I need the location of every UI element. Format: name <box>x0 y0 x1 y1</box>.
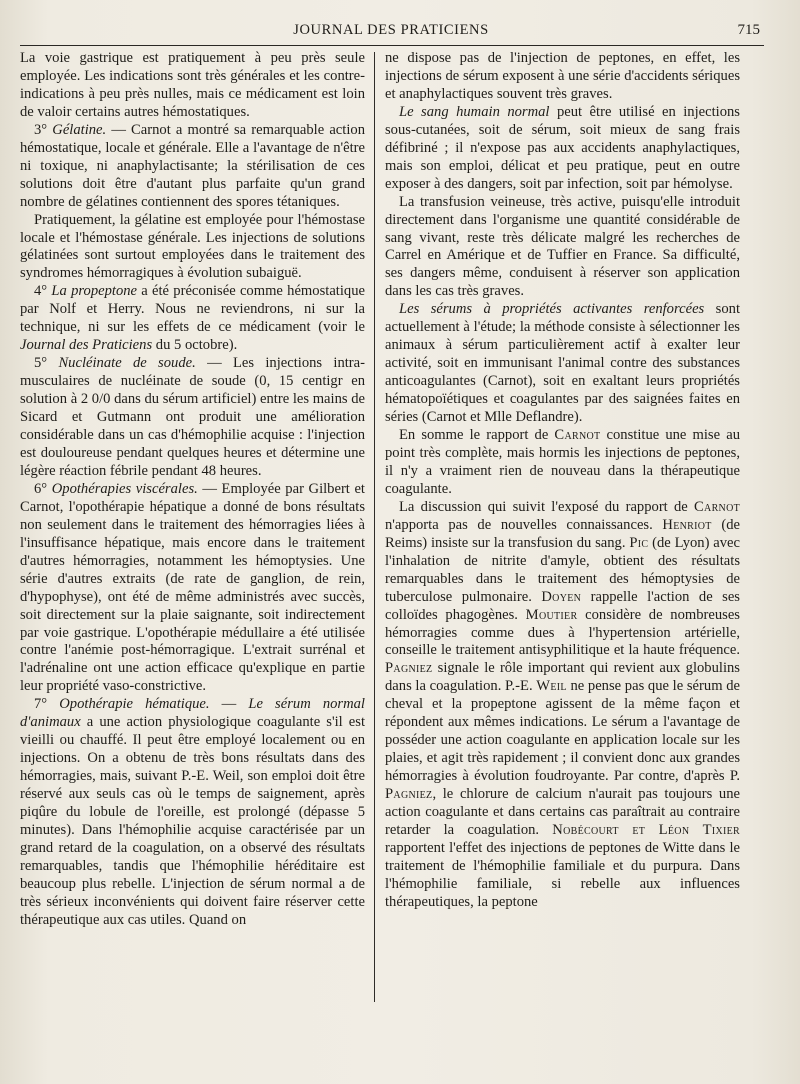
section-label-propeptone: La propeptone <box>51 283 138 300</box>
page-number: 715 <box>737 22 760 38</box>
paragraph-opotherapie-hematique: 7° Opothérapie hématique. — Le sérum normal d'animaux a une action physiologique coagulante s'il est vieilli ou chauffé. Il peut être employé localement ou en injections. On a obtenu de très bons résultats dans des hémorragies, mais, suivant P.-E. Weil, son emploi doit être réservé aux seuls cas où le temps de saignement, après piqûre du lobule de l'oreille, est prolongé (dépasse 5 minutes). Dans l'hémophilie acquise caractérisée par un grand retard de la coagulation, on a observé des résultats remarquables, tandis que l'hémophilie héréditaire est beaucoup plus rebelle. L'injection de sérum normal a de très sérieux inconvénients qui doivent faire réserver cette thérapeutique aux cas utiles. Quand on <box>20 696 365 928</box>
author-name: Weil <box>536 678 567 695</box>
author-name: Carnot <box>554 427 601 444</box>
paragraph-continuation: ne dispose pas de l'injection de peptones, en effet, les injections de sérum exposent à une série d'accidents sériques et anaphylactiques souvent très graves. <box>385 50 740 102</box>
paragraph-nucleinate: 5° Nucléinate de soude. — Les injections intra-musculaires de nucléinate de soude (0, 15 centigr en solution à 2 0/0 dans du sérum artificiel) entre les mains de Sicard et Gutmann ont produit une amélioration considérable dans un cas d'hémophilie acquise : l'injection est douloureuse pendant quelques heures et détermine une légère réaction fébrile pendant 48 heures. <box>20 355 365 479</box>
right-column <box>385 50 740 912</box>
author-name: Henriot <box>662 516 712 533</box>
paragraph-opotherapies-viscerales: 6° Opothérapies viscérales. — Employée par Gilbert et Carnot, l'opothérapie hépatique a donné de bons résultats non seulement dans le traitement des hémorragies liées à l'insuffisance hépatique, mais encore dans le traitement d'autres hémorragies, notamment les hémoptysies. Une série d'autres extraits (de rate de ganglion, de rein, d'hypophyse), ont été de même administrés avec succès, soit directement sur la plaie saignante, soit indirectement par voie gastrique. L'opothérapie médullaire a été utilisée contre l'anémie post-hémorragique. L'extrait surrénal et l'adrénaline ont une action efficace qu'explique en partie leur propriété vaso-constrictive. <box>20 480 365 695</box>
journal-title: JOURNAL DES PRATICIENS <box>293 22 489 38</box>
left-column <box>20 50 365 930</box>
term-serum-normal: Le sérum normal d'animaux <box>20 696 365 731</box>
paragraph-gelatine: 3° Gélatine. — Carnot a montré sa remarquable action hémostatique, locale et générale. Elle a l'avantage de n'être ni toxique, ni anaphylactisante; la stérilisation de ces solutions doit être d'autant plus parfaite qu'un grand nombre de gélatines contiennent des spores tétaniques. <box>20 121 365 210</box>
paragraph-voie-gastrique: La voie gastrique est pratiquement à peu près seule employée. Les indications sont très générales et les contre-indications à peu près nulles, mais ce médicament est loin de valoir certains autres hémostatiques. <box>20 50 365 120</box>
paragraph-propeptone: 4° La propeptone a été préconisée comme hémostatique par Nolf et Herry. Nous ne reviendrons, ni sur la technique, ni sur les effets de ce médicament (voir le Journal des Praticiens du 5 octobre). <box>20 283 365 354</box>
running-header <box>22 18 760 44</box>
paragraph-sang-humain: Le sang humain normal peut être utilisé en injections sous-cutanées, soit de sérum, soit mieux de sang frais défibriné ; il n'expose pas aux accidents anaphylactiques, mais son emploi, délicat et peu pratique, peut en outre exposer à des dangers, soit par infection, soit par hémolyse. <box>385 103 740 192</box>
column-divider <box>374 52 375 1002</box>
term-serums-activantes: Les sérums à propriétés activantes renforcées <box>399 301 705 318</box>
journal-reference: Journal des Praticiens <box>20 337 153 354</box>
author-name: Carnot <box>694 498 740 515</box>
author-name: Pagniez <box>385 786 433 803</box>
paragraph-serums-activantes: Les sérums à propriétés activantes renforcées sont actuellement à l'étude; la méthode consiste à sélectionner les animaux à sérum particulièrement actif à exalter leur activité, soit en immunisant l'animal contre des substances anticoagulantes (Carnot), soit en exaltant leurs propriétés hématopoïétiques et coagulantes par des saignées faites en séries (Carnot et Mlle Deflandre). <box>385 301 740 426</box>
author-name: Pagniez <box>385 660 433 677</box>
section-label-hematique: Opothérapie hématique. <box>59 696 210 713</box>
paragraph-discussion: La discussion qui suivit l'exposé du rapport de Carnot n'apporta pas de nouvelles connaissances. Henriot (de Reims) insiste sur la transfusion du sang. Pic (de Lyon) avec l'inhalation de nitrite d'amyle, obtient des résultats remarquables dans le traitement des hémoptysies de tuberculose pulmonaire. Doyen rappelle l'action de ses colloïdes phagogènes. Moutier considère de nombreuses hémorragies comme dues à l'hypertension artérielle, conseille le traitement antisyphilitique et la haute fréquence. Pagniez signale le rôle important qui revient aux globulins dans la coagulation. P.-E. Weil ne pense pas que le sérum de cheval et la propeptone agissent de la même façon et répondent aux mêmes indications. Le sérum a l'avantage de posséder une action coagulante en application locale sur les plaies, et agit très rapidement ; il convient donc aux grandes hémorragies à évolution foudroyante. Par contre, d'après P. Pagniez, le chlorure de calcium n'aurait pas toujours une action coagulante et dans certains cas paraîtrait au contraire retarder la coagulation. Nobécourt et Léon Tixier rapportent l'effet des injections de peptones de Witte dans le traitement de l'hémophilie familiale et du purpura. Dans l'hémophilie familiale, si rebelle aux influences thérapeutiques, la peptone <box>385 498 740 910</box>
section-label-opotherapies: Opothérapies viscérales. <box>51 480 198 497</box>
term-sang-humain: Le sang humain normal <box>399 103 550 120</box>
author-name: Doyen <box>541 588 582 605</box>
paragraph-transfusion: La transfusion veineuse, très active, puisqu'elle introduit directement dans l'organisme une quantité considérable de sang vivant, reste très délicate malgré les recherches de Carrel en Amérique et de Tuffier en France. Sa difficulté, ses dangers même, conduisent à réserver son application dans les cas très graves. <box>385 193 740 300</box>
paragraph-en-somme: En somme le rapport de Carnot constitue une mise au point très complète, mais hormis les injections de peptones, il n'y a vraiment rien de nouveau dans la thérapeutique coagulante. <box>385 427 740 497</box>
section-label-nucleinate: Nucléinate de soude. <box>58 355 196 372</box>
author-name: Moutier <box>525 606 578 623</box>
section-label-gelatine: Gélatine. <box>52 121 107 138</box>
author-name: Nobécourt et Léon Tixier <box>552 821 740 838</box>
header-rule <box>20 45 764 46</box>
paragraph-gelatine-pratique: Pratiquement, la gélatine est employée pour l'hémostase locale et l'hémostase générale. Les injections de solutions gélatinées sont surtout employées dans le traitement des syndromes hémorragiques à évolution subaiguë. <box>20 211 365 282</box>
author-name: Pic <box>629 534 649 551</box>
